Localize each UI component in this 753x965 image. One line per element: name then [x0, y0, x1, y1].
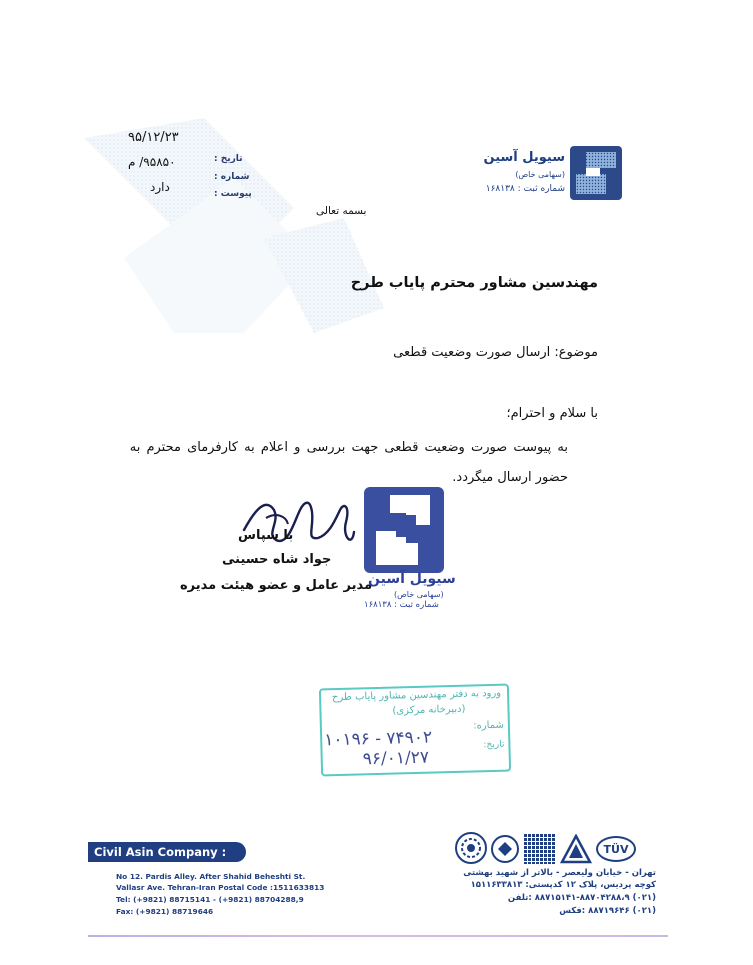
company-name: سیویل آسین — [483, 150, 565, 165]
received-stamp — [319, 684, 511, 777]
triangle-cert-icon — [560, 834, 592, 864]
seal-logo-icon — [362, 485, 446, 575]
tuv-cert-badge — [596, 836, 636, 862]
footer-fax-en: Fax: (+9821) 88719646 — [116, 907, 214, 916]
body-line-1: به پیوست صورت وضعیت قطعی جهت بررسی و اعلام به کارفرمای محترم به — [129, 440, 568, 455]
number-label: شماره : — [214, 172, 250, 182]
handwritten-signature — [236, 488, 366, 560]
grid-cert-icon — [524, 834, 556, 864]
footer-address-fa-2: کوچه پردیس، پلاک ۱۲ کدپستی: ۱۵۱۱۶۳۳۸۱۳ — [470, 880, 656, 890]
footer-company-bar: Civil Asin Company : — [88, 842, 246, 862]
seal-company-reg: شماره ثبت : ۱۶۸۱۳۸ — [364, 600, 439, 610]
signer-name: جواد شاه حسینی — [222, 552, 332, 567]
signer-title: مدیر عامل و عضو هیئت مدیره — [180, 578, 373, 593]
watermark-graphic — [84, 118, 384, 338]
company-type: (سهامی خاص) — [515, 170, 565, 179]
recipient: مهندسین مشاور محترم پایاب طرح — [350, 275, 598, 291]
invocation: بسمه تعالی — [316, 205, 367, 217]
footer-address-en-2: Vallasr Ave. Tehran-Iran Postal Code :1511633813 — [116, 883, 325, 892]
attachment-value: دارد — [150, 180, 170, 194]
footer-address-en-1: No 12. Pardis Alley. After Shahid Beheshti St. — [116, 872, 306, 881]
signature-closing: با سپاس — [238, 528, 294, 543]
footer-fax-fa: (۰۲۱) ۸۸۷۱۹۶۴۶ :فکس — [559, 906, 656, 916]
footer-divider — [88, 935, 668, 937]
date-value: ۹۵/۱۲/۲۳ — [128, 130, 179, 145]
received-stamp-number-label: شماره: — [473, 719, 505, 732]
body-line-2: حضور ارسال میگردد. — [452, 470, 568, 485]
company-logo-icon — [570, 146, 622, 200]
tuv-cert-label: TÜV — [603, 842, 629, 856]
received-stamp-date-label: تاریخ: — [483, 739, 505, 751]
footer-address-fa-1: تهران - خیابان ولیعصر - بالاتر از شهید بهشتی — [463, 868, 656, 878]
number-value: ۹۵۸۵۰/ م — [128, 155, 176, 169]
greeting: با سلام و احترام؛ — [506, 406, 598, 421]
company-registration: شماره ثبت : ۱۶۸۱۳۸ — [485, 184, 565, 194]
footer-tel-en: Tel: (+9821) 88715141 - (+9821) 88704288,9 — [116, 895, 304, 904]
attachment-label: پیوست : — [214, 189, 252, 199]
footer-tel-fa: (۰۲۱) ۸۸۷۱۵۱۴۱-۸۸۷۰۴۲۸۸،۹ :تلفن — [507, 893, 656, 903]
received-number-handwritten: ۱۰۱۹۶ - ۷۴۹۰۲ — [323, 727, 433, 751]
iso-cert-icon — [455, 832, 487, 864]
quality-cert-icon — [490, 834, 520, 864]
received-stamp-line1: ورود به دفتر مهندسین مشاور پایاب طرح — [331, 687, 502, 704]
received-stamp-line2: (دبیرخانه مرکزی) — [392, 703, 466, 717]
date-label: تاریخ : — [214, 154, 243, 164]
seal-company-name: سیویل آسین — [368, 571, 456, 587]
seal-company-type: (سهامی خاص) — [394, 590, 444, 599]
subject: موضوع: ارسال صورت وضعیت قطعی — [393, 345, 598, 360]
received-date-handwritten: ۹۶/۰۱/۲۷ — [362, 747, 430, 770]
